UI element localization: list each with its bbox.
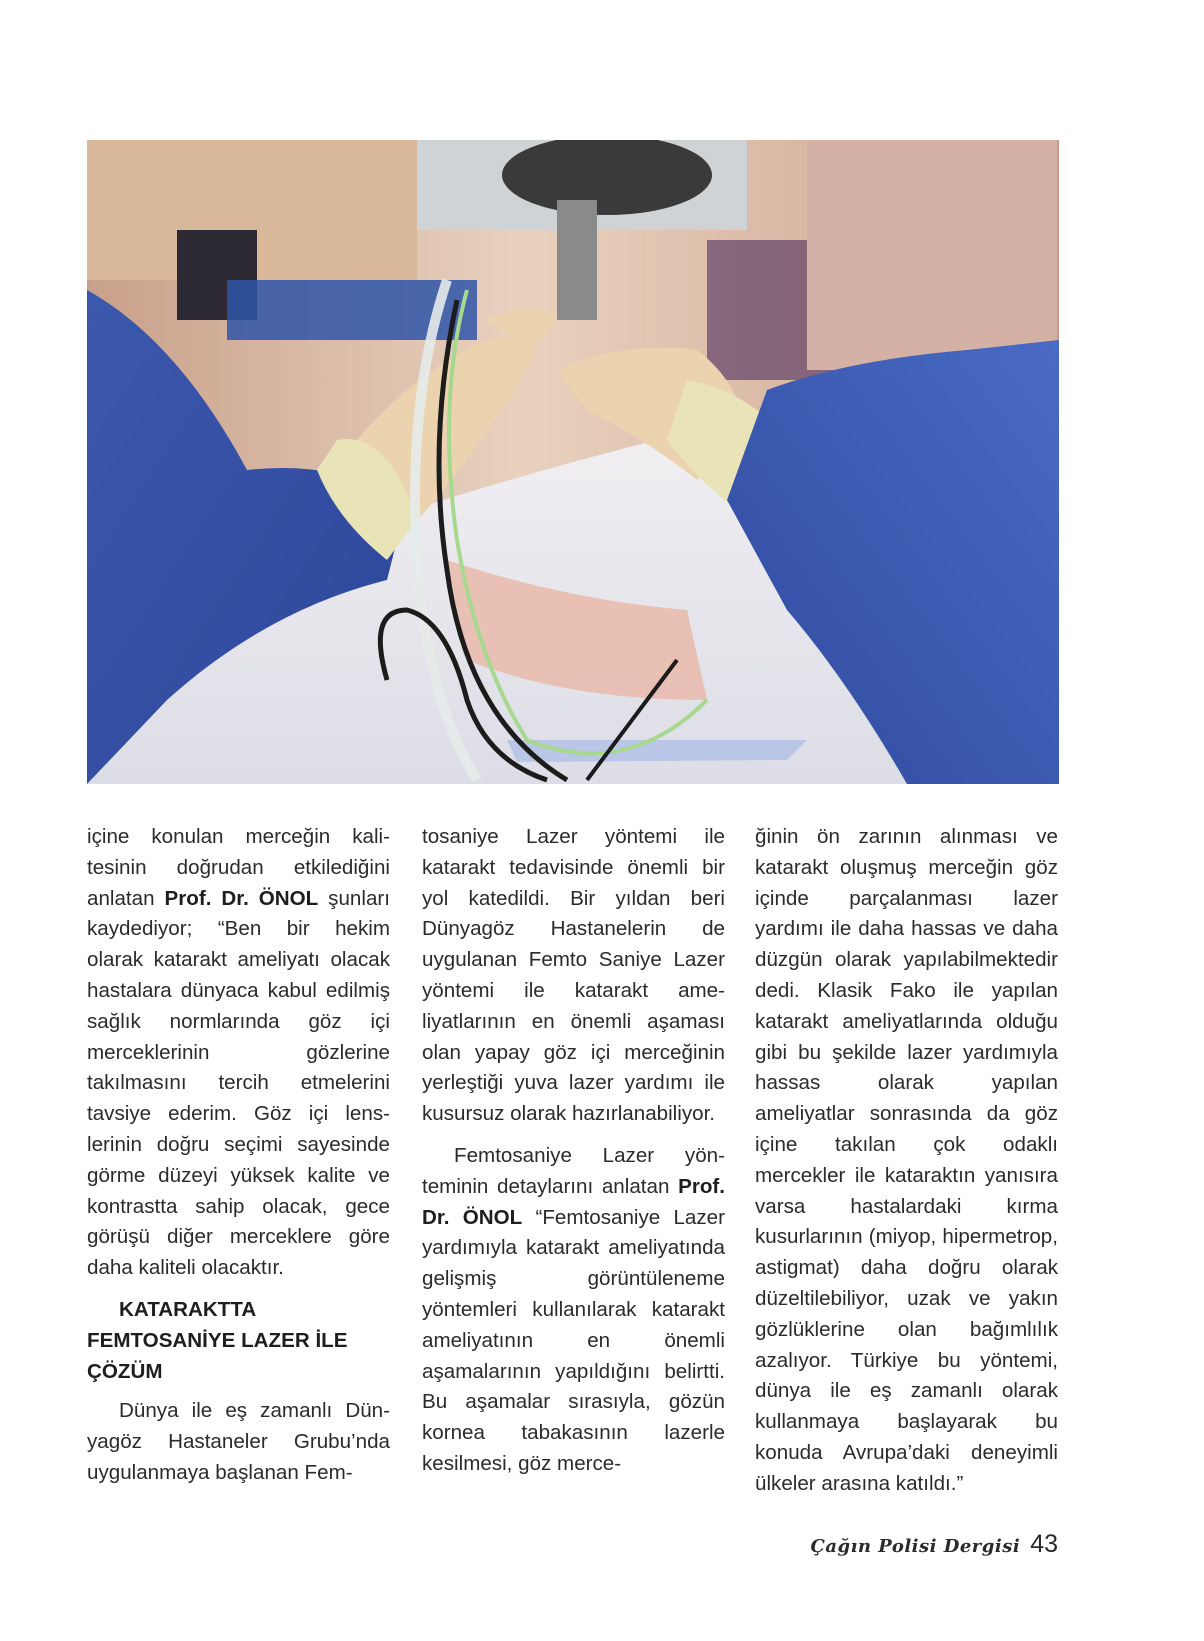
column-2 — [422, 822, 725, 1480]
column-3 — [755, 822, 1058, 1500]
heading-line: FEMTOSANİYE LAZER İLE — [87, 1328, 348, 1352]
text: “Femtosaniye Lazer yardımıyla katarakt ameliyatında gelişmiş görüntüleneme yöntemleri kullanılarak katarakt ameliyatının en önemli aşamalarının yapıldığını belirtti. Bu aşamalar sırasıyla, gözün kornea tabakasının lazerle kesilmesi, göz merce- — [422, 1205, 725, 1475]
paragraph: Dünya ile eş zamanlı Dünyagöz Hastaneler Grubu’nda uygulanmaya başlanan Fem- — [87, 1399, 390, 1484]
text: şunları kaydediyor; “Ben bir hekim olarak katarakt ameliyatı olacak hastalara dünyaca kabul edilmiş sağlık normlarında göz içi merceklerinin gözlerine takılmasını tercih etmelerini tavsiye ederim. Göz içi lenslerinin doğru seçimi sayesinde görme düzeyi yüksek kalite ve kontrastta sahip olacak, gece görüşü diğer merceklere göre daha kaliteli olacaktır. — [87, 886, 390, 1280]
surgery-photo — [87, 140, 1059, 784]
page-number: 43 — [1030, 1530, 1058, 1558]
page-footer — [811, 1530, 1059, 1559]
doctor-name: Prof. Dr. ÖNOL — [422, 1174, 725, 1229]
text: içine konulan merceğin kalitesinin doğrudan etkilediğini anlatan — [87, 825, 390, 910]
paragraph: tosaniye Lazer yöntemi ile katarakt tedavisinde önemli bir yol katedildi. Bir yıldan beri Dünyagöz Hastanelerin de uygulanan Femto Saniye Lazer yöntemi ile katarakt ameliyatlarının en önemli aşaması olan yapay göz içi merceğinin yerleştiği yuva lazer yardımı ile kusursuz olarak hazırlanabiliyor. — [422, 825, 725, 1126]
paragraph: ğinin ön zarının alınması ve katarakt oluşmuş merceğin göz içinde parçalanması lazer yardımı ile daha hassas ve daha düzgün olarak yapılabilmektedir dedi. Klasik Fako ile yapılan katarakt ameliyatlarında olduğu gibi bu şekilde lazer yardımıyla hassas olarak yapılan ameliyatlar sonrasında da göz içine takılan çok odaklı mercekler ile kataraktın yanısıra varsa hastalardaki kırma kusurlarının (miyop, hipermetrop, astigmat) daha doğru olarak düzeltilebiliyor, uzak ve yakın gözlüklerine olan bağımlılık azalıyor. Türkiye bu yöntemi, dünya ile eş zamanlı olarak kullanmaya başlayarak bu konuda Avrupa’daki deneyimli ülkeler arasına katıldı.” — [755, 825, 1058, 1495]
text: Femtosaniye Lazer yönteminin detaylarını anlatan — [422, 1143, 725, 1198]
heading-line: KATARAKTTA — [119, 1297, 257, 1321]
doctor-name: Prof. Dr. ÖNOL — [164, 886, 319, 910]
paragraph — [422, 1141, 725, 1480]
column-1 — [87, 822, 390, 1489]
heading-line: ÇÖZÜM — [87, 1359, 163, 1383]
surgery-illustration — [87, 140, 1059, 784]
section-heading — [87, 1295, 390, 1387]
magazine-title: Çağın Polisi Dergisi — [810, 1536, 1021, 1557]
paragraph — [87, 822, 390, 1284]
